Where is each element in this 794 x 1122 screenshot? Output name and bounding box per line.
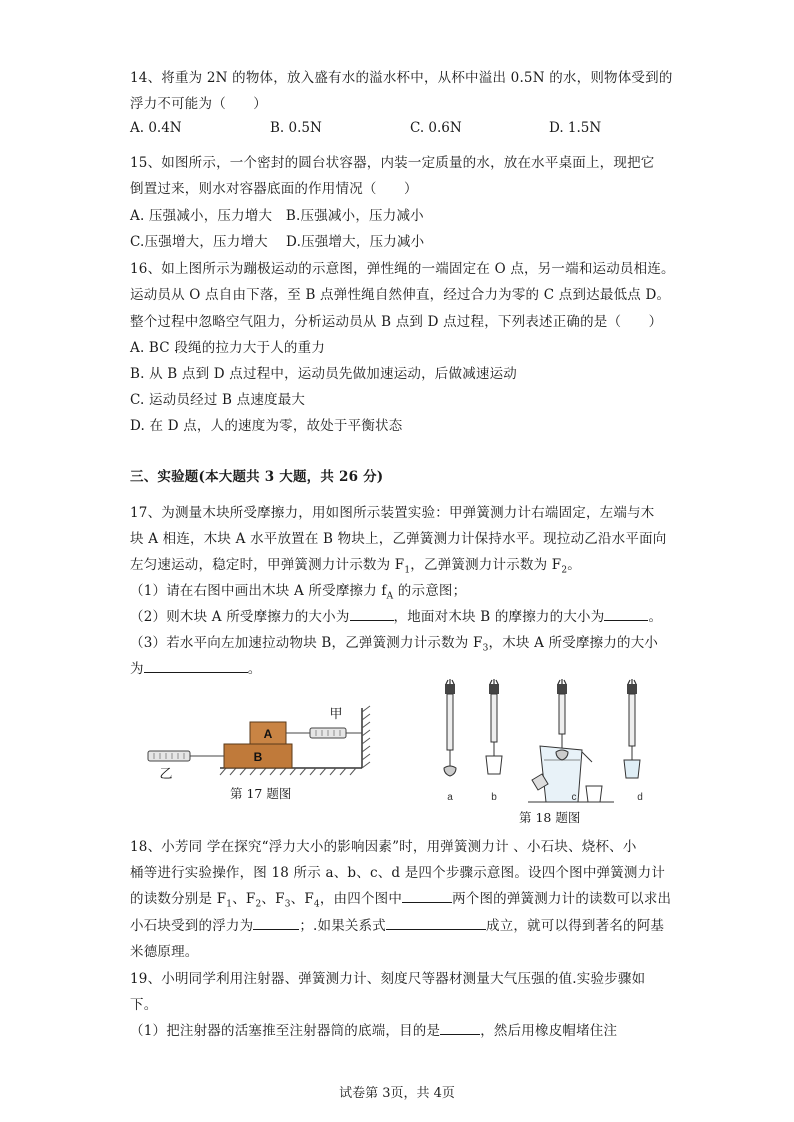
answer-blank[interactable] <box>144 660 248 673</box>
step-b <box>486 679 502 774</box>
q17-part2 <box>130 605 662 625</box>
q18-line3-text-b: 、F <box>232 891 256 907</box>
q15-options-cd: C.压强增大，压力增大 D.压强增大，压力减小 <box>130 234 425 250</box>
figure-17 <box>140 700 380 780</box>
step-label-d: d <box>637 792 643 803</box>
q18-stem-line3 <box>130 887 671 910</box>
q18-line3-text-e: ，由四个图中 <box>319 891 403 907</box>
q17-stem-line3 <box>130 553 581 576</box>
q17-part3-text-d: 。 <box>247 661 262 677</box>
q18-stem-line1: 18、小芳同 学在探究“浮力大小的影响因素”时，用弹簧测力计 、小石块、烧杯、小 <box>130 839 637 855</box>
q17-part3-text-a: （3）若水平向左加速拉动物块 B，乙弹簧测力计示数为 F <box>130 635 483 651</box>
figure-18-caption: 第 18 题图 <box>519 810 581 825</box>
q14-option-b: B. 0.5N <box>270 120 322 136</box>
label-jia: 甲 <box>329 707 343 722</box>
answer-blank[interactable] <box>386 917 486 930</box>
answer-blank[interactable] <box>253 917 299 930</box>
q18-stem-line5: 米德原理。 <box>130 944 199 960</box>
q17-part2-text-a: （2）则木块 A 所受摩擦力的大小为 <box>130 609 350 625</box>
q16-option-a: A. BC 段绳的拉力大于人的重力 <box>130 340 326 356</box>
q17-part1 <box>130 579 466 602</box>
q19-part1-text-b: ，然后用橡皮帽堵住注 <box>480 1023 618 1039</box>
q14-stem-line1: 14、将重为 2N 的物体，放入盛有水的溢水杯中，从杯中溢出 0.5N 的水，则物体受到的 <box>130 70 673 86</box>
label-b: B <box>253 750 263 764</box>
q17-part2-text-b: ，地面对木块 B 的摩擦力的大小为 <box>393 609 605 625</box>
q18-stem-line2: 桶等进行实验操作，图 18 所示 a、b、c、d 是四个步骤示意图。设四个图中弹簧测力计 <box>130 865 666 881</box>
q15-stem-line2: 倒置过来，则水对容器底面的作用情况（ ） <box>130 181 418 197</box>
q17-part2-text-c: 。 <box>648 609 663 625</box>
q18-line4-text-b: ；.如果关系式 <box>299 918 387 934</box>
step-c <box>528 679 614 802</box>
q17-part1-sub: A <box>386 591 394 602</box>
figure-17-caption: 第 17 题图 <box>230 786 292 801</box>
q16-option-c: C. 运动员经过 B 点速度最大 <box>130 392 306 408</box>
q17-part1-text-a: （1）请在右图中画出木块 A 所受摩擦力 f <box>130 583 387 599</box>
step-label-a: a <box>447 792 453 803</box>
q17-part3-text-b: ，木块 A 所受摩擦力的大小 <box>488 635 659 651</box>
q15-stem-line1: 15、如图所示，一个密封的圆台状容器，内装一定质量的水，放在水平桌面上，现把它 <box>130 155 655 171</box>
ground-hatching <box>220 768 356 775</box>
q18-line3-text-d: 、F <box>290 891 314 907</box>
q17-stem-line1: 17、为测量木块所受摩擦力，用如图所示装置实验：甲弹簧测力计右端固定，左端与木 <box>130 505 655 521</box>
answer-blank[interactable] <box>350 608 394 621</box>
label-yi: 乙 <box>159 767 173 780</box>
q18-sub-2: 2 <box>255 899 262 910</box>
step-d <box>624 679 640 778</box>
q17-part3-sub: 3 <box>482 643 489 654</box>
answer-blank[interactable] <box>604 608 648 621</box>
q18-stem-line4 <box>130 914 664 934</box>
q19-stem-line1: 19、小明同学利用注射器、弹簧测力计、刻度尺等器材测量大气压强的值.实验步骤如 <box>130 971 646 987</box>
q19-part1-text-a: （1）把注射器的活塞推至注射器筒的底端，目的是 <box>130 1023 441 1039</box>
q18-line3-text-f: 两个图的弹簧测力计的读数可以求出 <box>452 891 672 907</box>
q19-part1 <box>130 1019 617 1039</box>
q17-part3-line2 <box>130 657 261 677</box>
label-a: A <box>263 727 273 741</box>
q18-line3-text-c: 、F <box>261 891 285 907</box>
q19-stem-line2: 下。 <box>130 997 158 1013</box>
figure-18 <box>428 676 660 808</box>
q16-option-d: D. 在 D 点，人的速度为零，故处于平衡状态 <box>130 418 403 434</box>
q18-sub-3: 3 <box>284 899 291 910</box>
q16-stem-line1: 16、如上图所示为蹦极运动的示意图，弹性绳的一端固定在 O 点，另一端和运动员相连。 <box>130 261 675 277</box>
q16-stem-line2: 运动员从 O 点自由下落，至 B 点弹性绳自然伸直，经过合力为零的 C 点到达最低点 D。 <box>130 287 671 303</box>
answer-blank[interactable] <box>440 1022 480 1035</box>
q14-option-c: C. 0.6N <box>410 120 462 136</box>
q14-stem-line2: 浮力不可能为（ ） <box>130 96 267 112</box>
q14-option-a: A. 0.4N <box>130 120 182 136</box>
q18-line3-text-a: 的读数分别是 F <box>130 891 227 907</box>
q17-part3-line1 <box>130 631 658 654</box>
q17-stem-line2: 块 A 相连，木块 A 水平放置在 B 物块上，乙弹簧测力计保持水平。现拉动乙沿水平面向 <box>130 531 667 547</box>
q17-line3-text-a: 左匀速运动，稳定时，甲弹簧测力计示数为 F <box>130 557 405 573</box>
q16-option-b: B. 从 B 点到 D 点过程中，运动员先做加速运动，后做减速运动 <box>130 366 518 382</box>
page-footer: 试卷第 3页，共 4页 <box>339 1086 455 1101</box>
q17-sub-2: 2 <box>561 565 568 576</box>
q18-line4-text-a: 小石块受到的浮力为 <box>130 918 254 934</box>
q17-part3-text-c: 为 <box>130 661 144 677</box>
q17-line3-text-b: ，乙弹簧测力计示数为 F <box>410 557 562 573</box>
q14-option-d: D. 1.5N <box>549 120 602 136</box>
q15-options-ab: A. 压强减小，压力增大 B.压强减小，压力减小 <box>130 208 424 224</box>
step-label-c: c <box>571 792 577 803</box>
q17-sub-1: 1 <box>404 565 411 576</box>
q16-stem-line3: 整个过程中忽略空气阻力，分析运动员从 B 点到 D 点过程，下列表述正确的是（ ） <box>130 314 663 330</box>
q18-sub-1: 1 <box>226 899 233 910</box>
step-a <box>444 679 456 776</box>
wall-hatching <box>362 706 370 768</box>
step-label-b: b <box>491 792 497 803</box>
q18-sub-4: 4 <box>313 899 320 910</box>
q17-part1-text-b: 的示意图； <box>393 583 467 599</box>
section-heading: 三、实验题(本大题共 3 大题，共 26 分) <box>130 469 384 485</box>
answer-blank[interactable] <box>402 890 452 903</box>
q18-line4-text-c: 成立，就可以得到著名的阿基 <box>486 918 665 934</box>
q17-line3-text-c: 。 <box>567 557 581 573</box>
